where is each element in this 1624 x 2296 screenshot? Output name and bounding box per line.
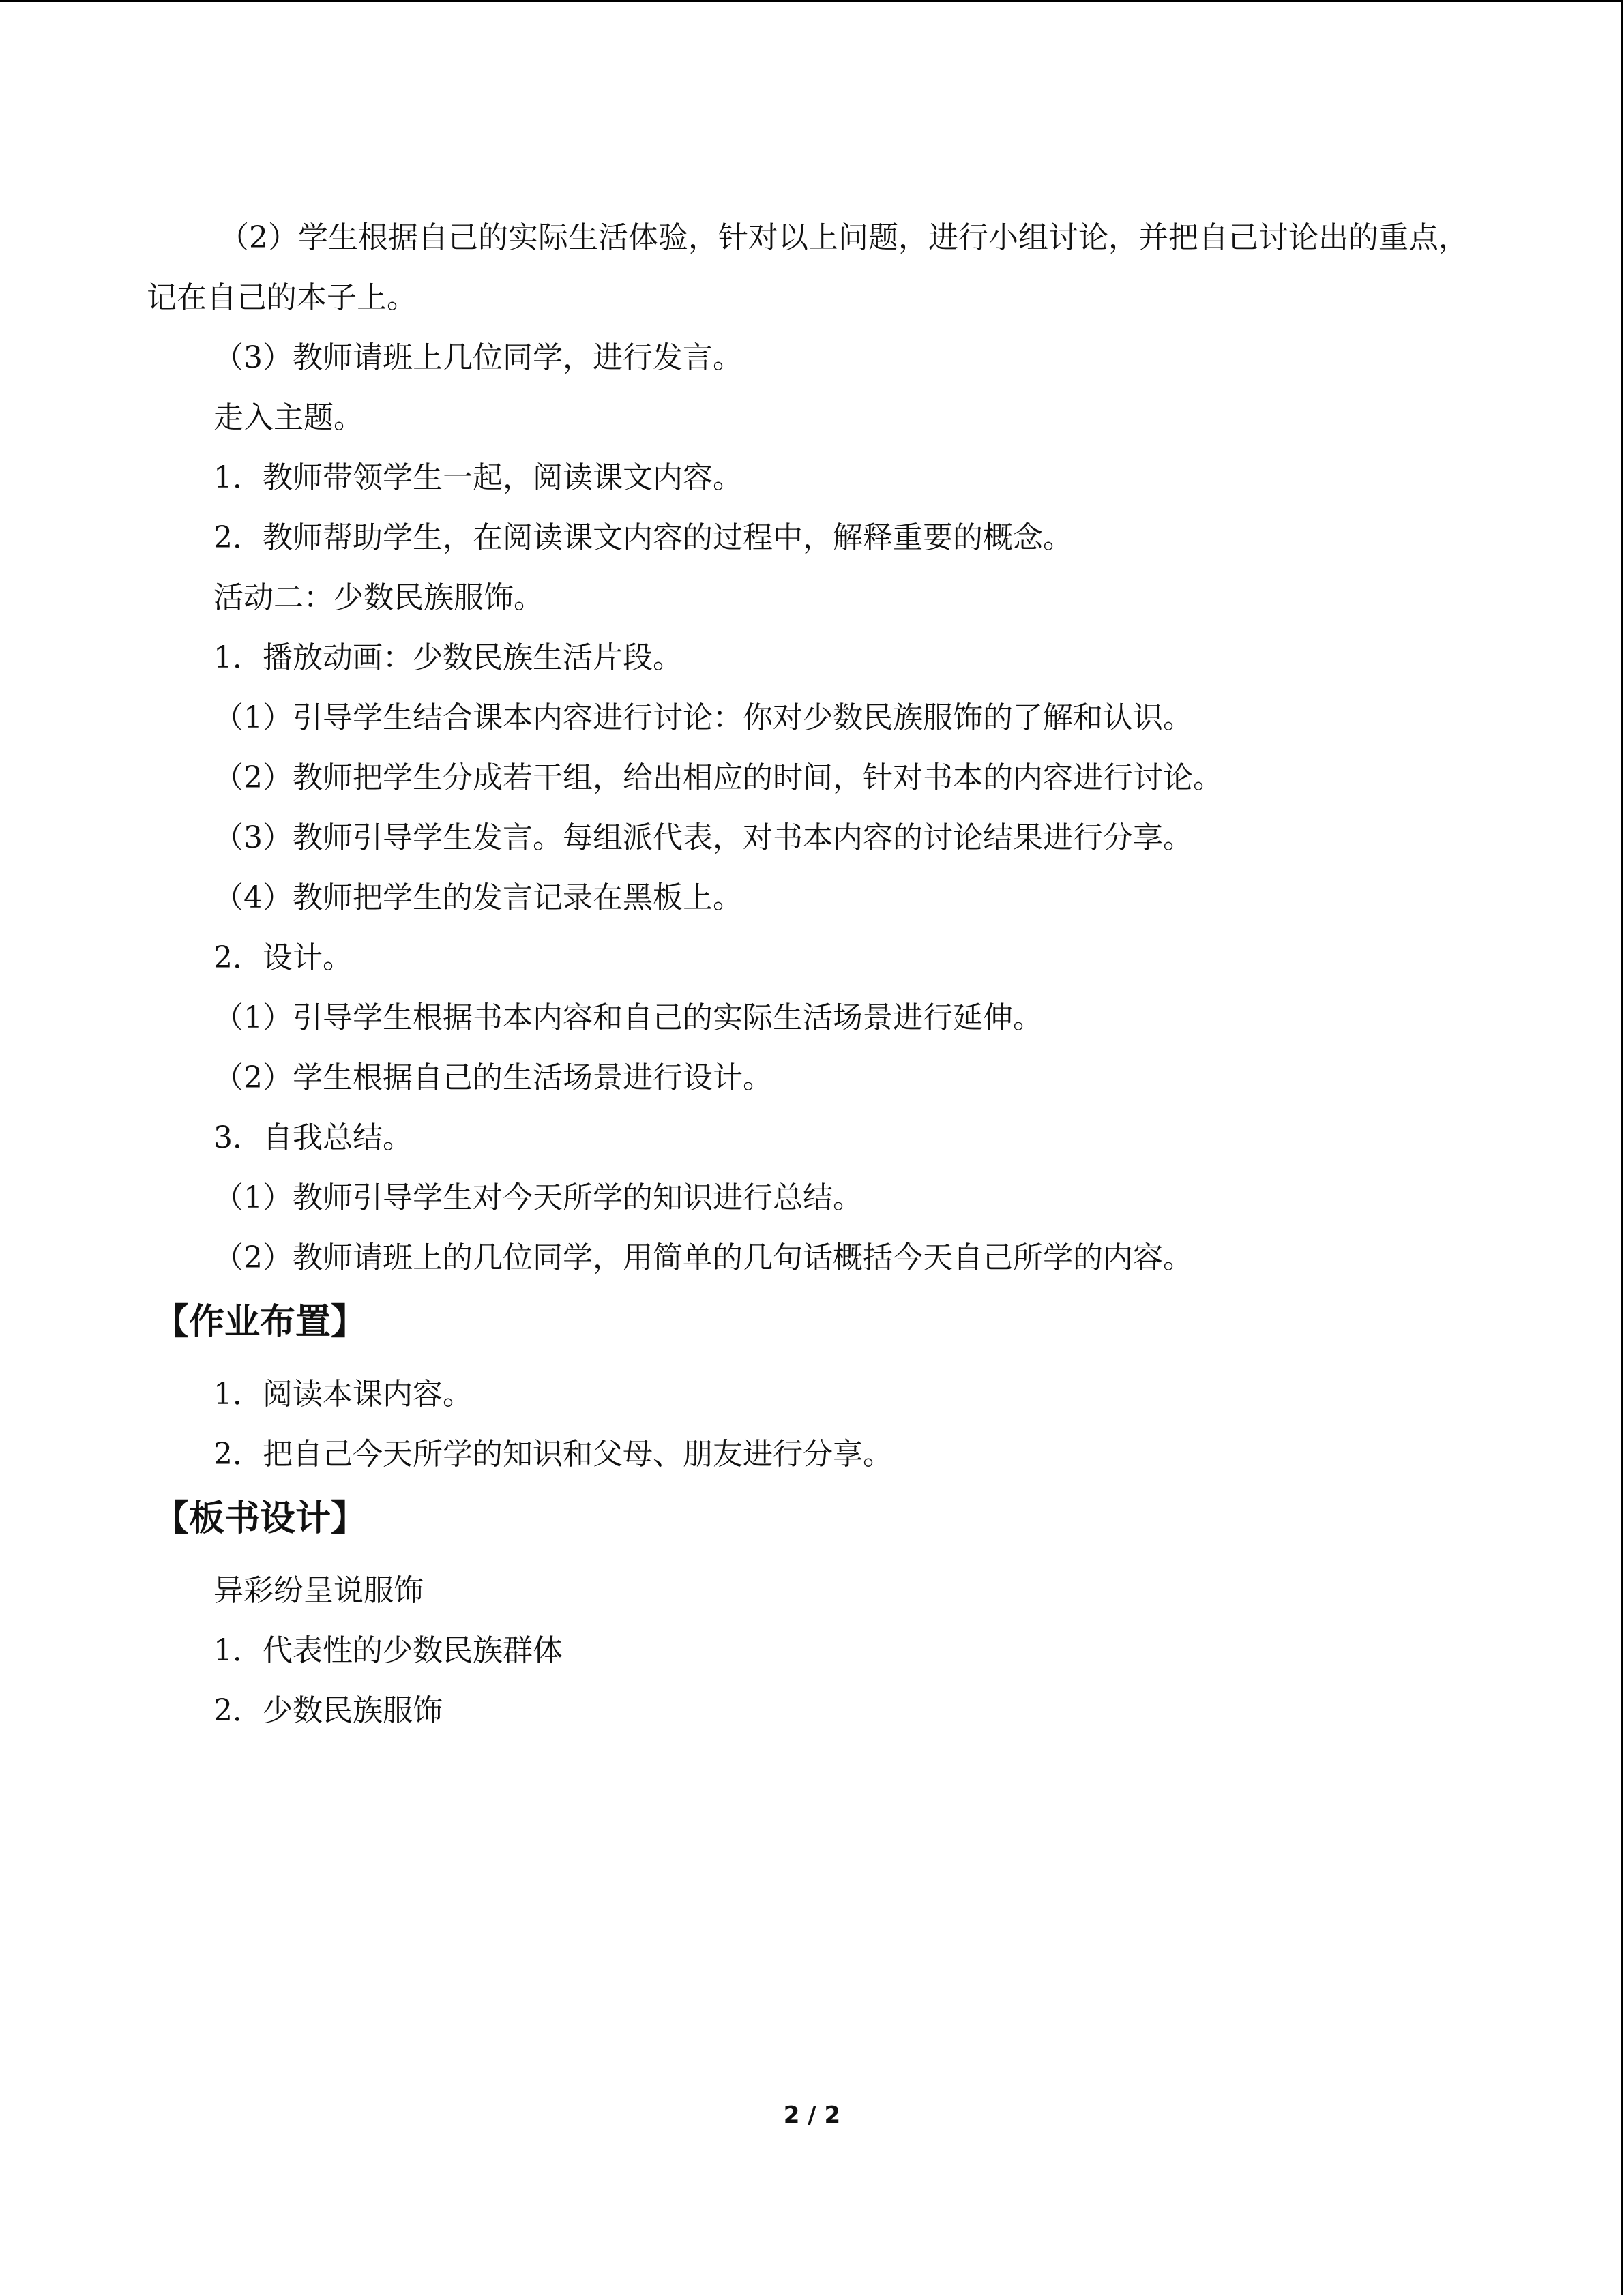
paragraph: （1）引导学生结合课本内容进行讨论：你对少数民族服饰的了解和认识。 bbox=[213, 700, 1193, 735]
paragraph: （1）教师引导学生对今天所学的知识进行总结。 bbox=[213, 1180, 863, 1215]
board-title: 异彩纷呈说服饰 bbox=[213, 1573, 424, 1608]
paragraph: （3）教师请班上几位同学，进行发言。 bbox=[213, 340, 743, 375]
paragraph: 走入主题。 bbox=[213, 400, 364, 435]
paragraph: （4）教师把学生的发言记录在黑板上。 bbox=[213, 880, 743, 915]
paragraph: 1．教师带领学生一起，阅读课文内容。 bbox=[213, 460, 743, 495]
paragraph: 2．设计。 bbox=[213, 940, 353, 975]
section-heading-homework: 【作业布置】 bbox=[153, 1302, 367, 1343]
homework-item: 2．把自己今天所学的知识和父母、朋友进行分享。 bbox=[213, 1437, 893, 1472]
paragraph: （2）教师把学生分成若干组，给出相应的时间，针对书本的内容进行讨论。 bbox=[213, 760, 1223, 795]
homework-item: 1．阅读本课内容。 bbox=[213, 1377, 473, 1412]
paragraph: 2．教师帮助学生，在阅读课文内容的过程中，解释重要的概念。 bbox=[213, 520, 1073, 555]
board-item: 1．代表性的少数民族群体 bbox=[213, 1633, 563, 1668]
document-body bbox=[147, 208, 1483, 1741]
section-heading-board: 【板书设计】 bbox=[153, 1498, 367, 1539]
paragraph: 3．自我总结。 bbox=[213, 1120, 413, 1155]
paragraph-discussion: （2）学生根据自己的实际生活体验，针对以上问题，进行小组讨论，并把自己讨论出的重点，记在自己的本子上。 bbox=[147, 220, 1468, 315]
page-number: 2 / 2 bbox=[783, 2102, 841, 2129]
paragraph: 活动二：少数民族服饰。 bbox=[213, 580, 544, 615]
paragraph: （3）教师引导学生发言。每组派代表，对书本内容的讨论结果进行分享。 bbox=[213, 820, 1193, 855]
board-item: 2．少数民族服饰 bbox=[213, 1693, 443, 1728]
paragraph: 1．播放动画：少数民族生活片段。 bbox=[213, 640, 683, 675]
paragraph: （1）引导学生根据书本内容和自己的实际生活场景进行延伸。 bbox=[213, 1000, 1043, 1035]
paragraph: （2）教师请班上的几位同学，用简单的几句话概括今天自己所学的内容。 bbox=[213, 1240, 1193, 1275]
paragraph: （2）学生根据自己的生活场景进行设计。 bbox=[213, 1060, 773, 1095]
